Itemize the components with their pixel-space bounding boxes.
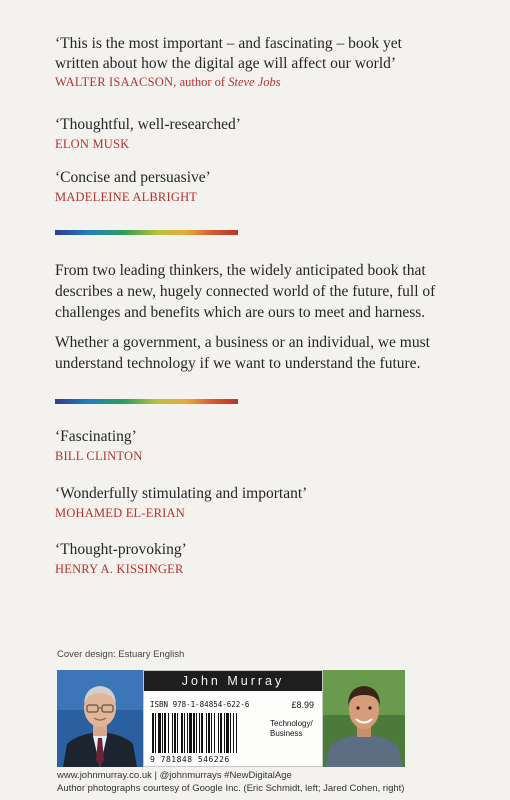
barcode-bar xyxy=(158,713,161,753)
barcode-bar xyxy=(162,713,163,753)
quote-text: ‘Fascinating’ xyxy=(55,428,137,445)
barcode-bar xyxy=(155,713,156,753)
barcode-bar xyxy=(164,713,166,753)
barcode-bar xyxy=(152,713,154,753)
quote-text: ‘Concise and persuasive’ xyxy=(55,169,211,186)
barcode-bar xyxy=(172,713,173,753)
footer-web-social: www.johnmurray.co.uk | @johnmurrays #NewDigitalAge xyxy=(57,770,292,781)
barcode-bar xyxy=(206,713,207,753)
blurb xyxy=(55,260,475,374)
barcode-bar xyxy=(233,713,234,753)
barcode-bar xyxy=(187,713,188,753)
barcode-bar xyxy=(181,713,183,753)
quote-attribution: WALTER ISAACSON, author of Steve Jobs xyxy=(55,75,281,89)
author-photo-left xyxy=(57,670,143,767)
quote-attribution: ELON MUSK xyxy=(55,136,130,151)
barcode-bar xyxy=(226,713,229,753)
quote-text: ‘This is the most important – and fascinating – book yet written about how the digital age will affect our world’ xyxy=(55,35,402,72)
quote-attribution: HENRY A. KISSINGER xyxy=(55,561,184,576)
barcode xyxy=(152,713,272,753)
barcode-bar xyxy=(208,713,210,753)
barcode-bar xyxy=(230,713,231,753)
quote-attribution: MOHAMED EL-ERIAN xyxy=(55,505,185,520)
author-photo-right xyxy=(323,670,405,767)
barcode-bar xyxy=(168,713,169,753)
quote-block-musk xyxy=(55,115,241,152)
barcode-bar xyxy=(214,713,215,753)
cover-design-credit: Cover design: Estuary English xyxy=(57,649,185,660)
quote-block-clinton xyxy=(55,427,142,464)
price: £8.99 xyxy=(291,700,314,710)
barcode-bar xyxy=(199,713,200,753)
quote-attribution: BILL CLINTON xyxy=(55,448,143,463)
quote-block-kissinger xyxy=(55,540,187,577)
quote-block-isaacson xyxy=(55,34,402,90)
quote-block-el-erian xyxy=(55,484,307,521)
barcode-bar xyxy=(189,713,192,753)
barcode-panel xyxy=(143,670,323,767)
barcode-bar xyxy=(220,713,222,753)
barcode-bar xyxy=(193,713,195,753)
footer-photo-credit: Author photographs courtesy of Google Inc. (Eric Schmidt, left; Jared Cohen, right) xyxy=(57,783,405,794)
quote-text: ‘Wonderfully stimulating and important’ xyxy=(55,485,308,502)
barcode-bar xyxy=(236,713,237,753)
barcode-bar xyxy=(224,713,225,753)
quote-text: ‘Thought-provoking’ xyxy=(55,541,187,558)
rainbow-divider xyxy=(55,399,238,404)
barcode-bar xyxy=(211,713,212,753)
blurb-paragraph-2: Whether a government, a business or an individual, we must understand technology if we want to understand the future. xyxy=(55,334,430,372)
barcode-bar xyxy=(177,713,178,753)
quote-block-albright xyxy=(55,168,211,205)
isbn: ISBN 978-1-84854-622-6 xyxy=(150,700,250,709)
rainbow-divider xyxy=(55,230,238,235)
barcode-bar xyxy=(218,713,219,753)
barcode-bar xyxy=(174,713,176,753)
barcode-bar xyxy=(184,713,185,753)
quote-text: ‘Thoughtful, well-researched’ xyxy=(55,116,241,133)
category: Technology/ Business xyxy=(270,719,313,738)
barcode-bar xyxy=(196,713,197,753)
blurb-paragraph-1: From two leading thinkers, the widely anticipated book that describes a new, hugely connected world of the future, full of challenges and benefits which are ours to meet and harness. xyxy=(55,262,436,321)
publisher-name: John Murray xyxy=(144,671,322,691)
barcode-bar xyxy=(201,713,203,753)
quote-attribution: MADELEINE ALBRIGHT xyxy=(55,189,198,204)
barcode-number: 9 781848 546226 xyxy=(150,755,230,764)
